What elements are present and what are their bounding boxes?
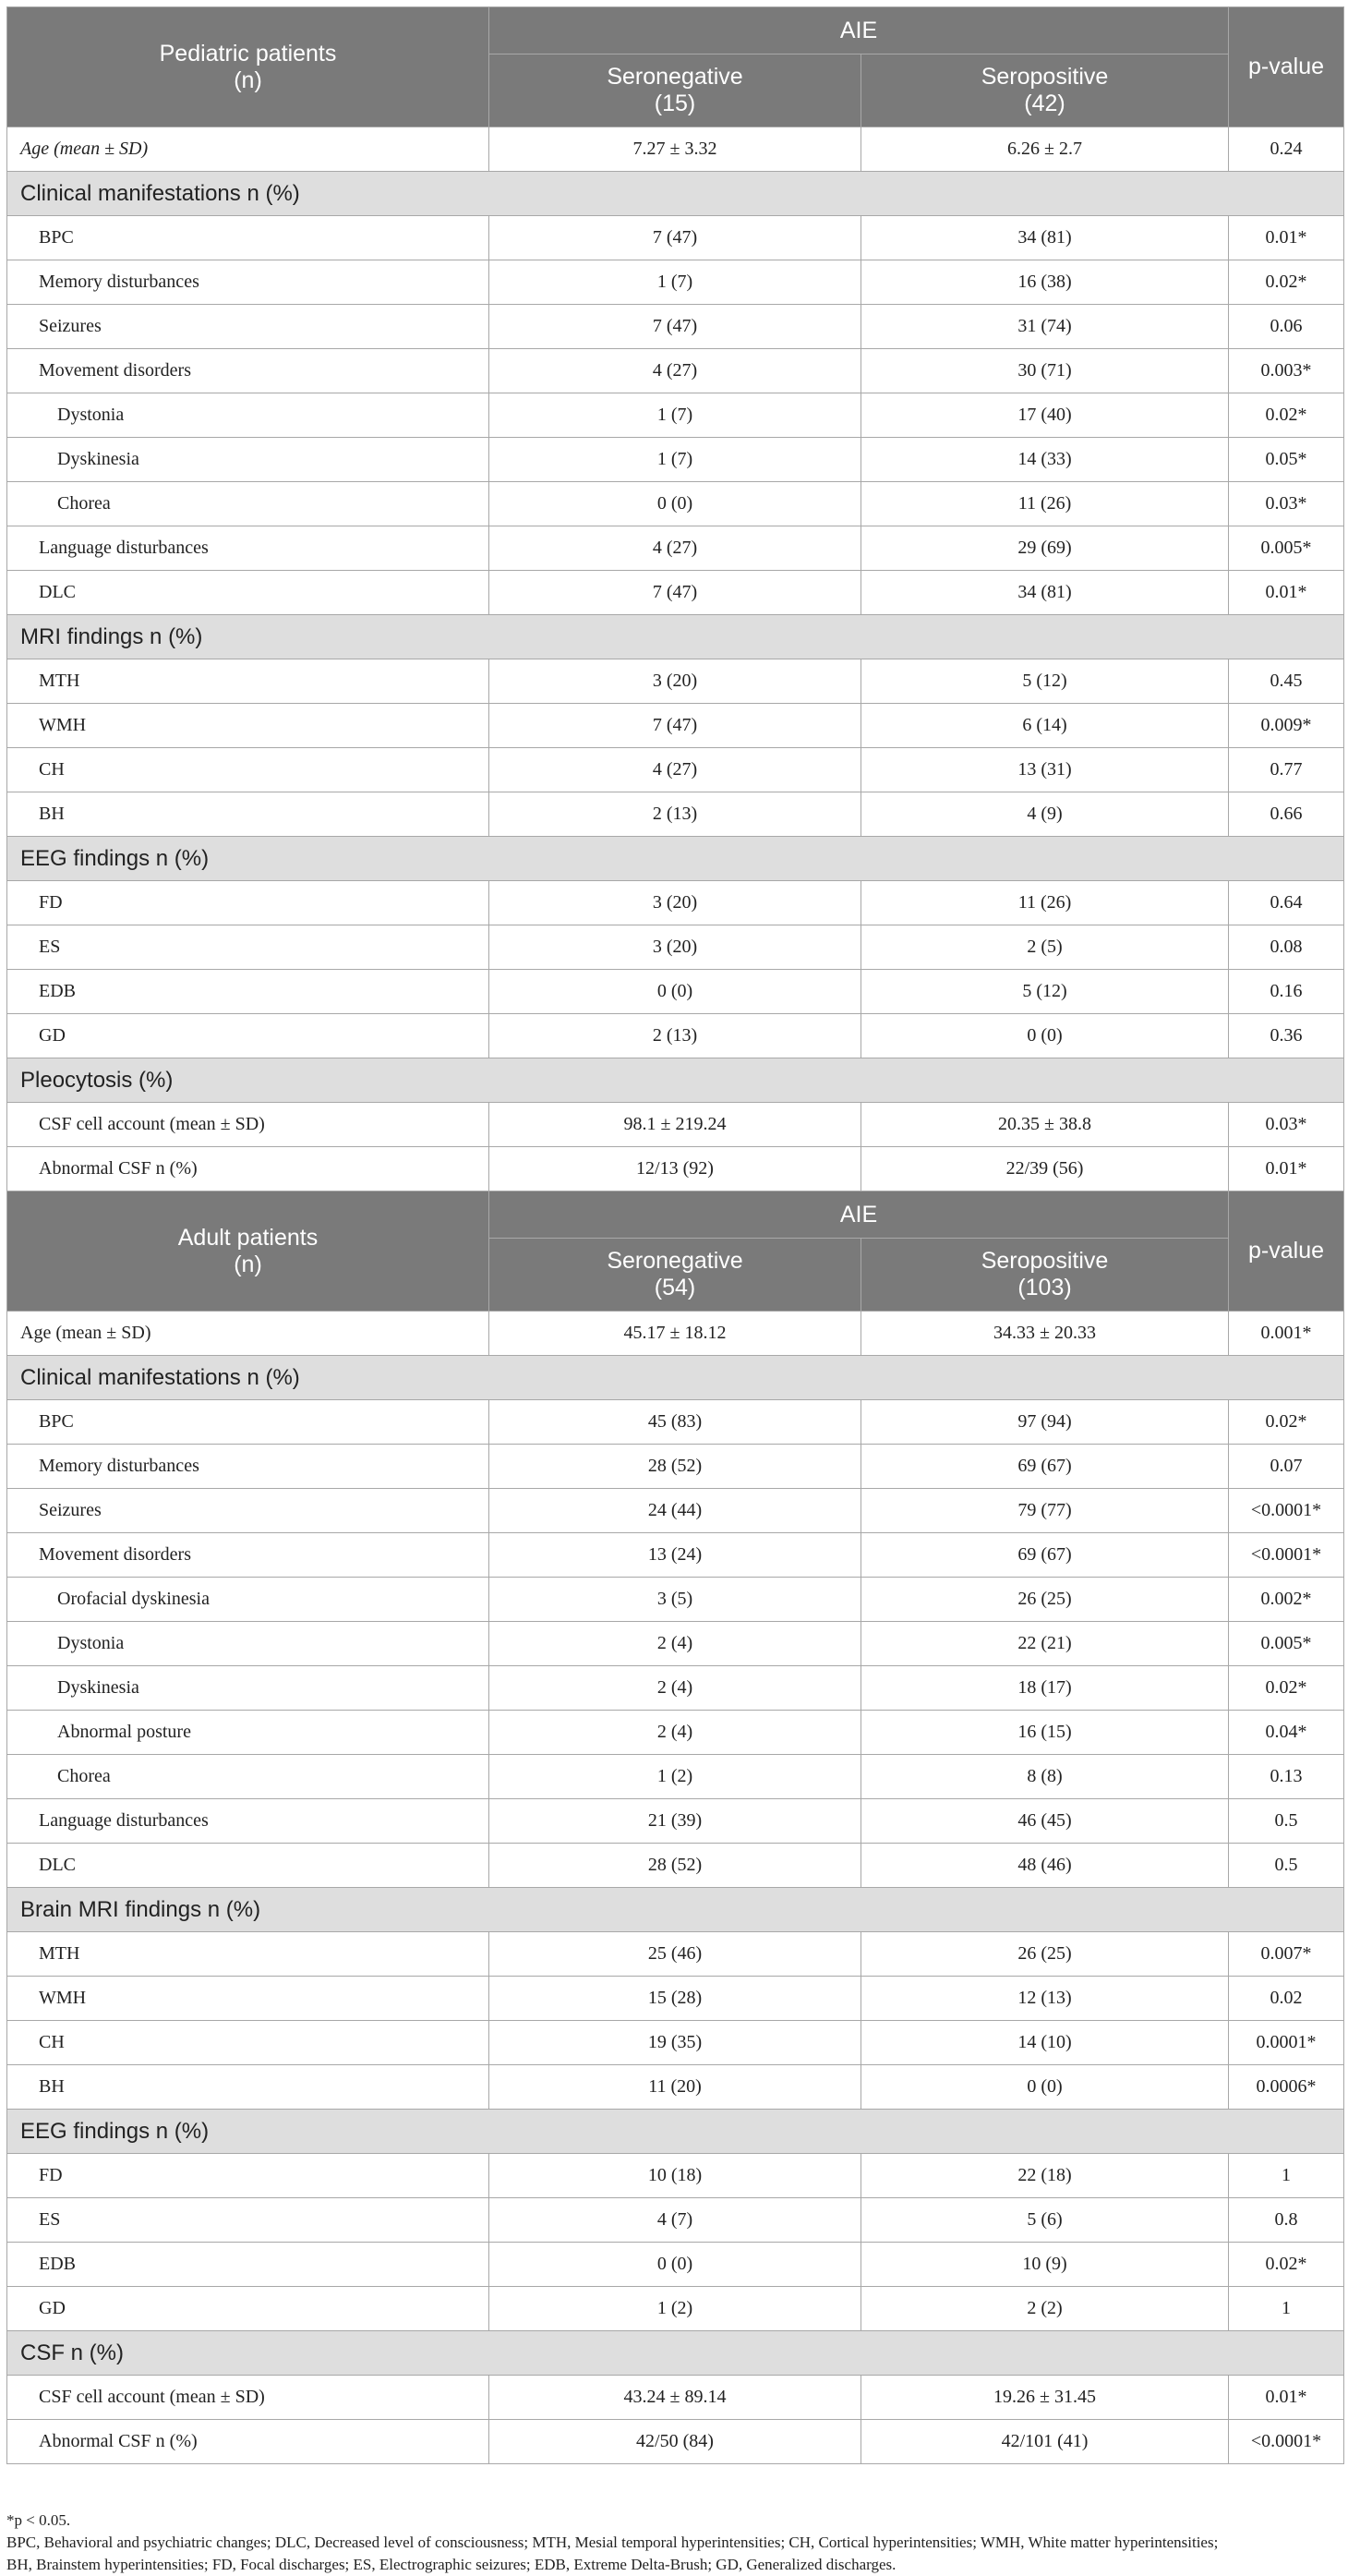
pediatric-aie-header: AIE (489, 7, 1229, 54)
row-label: EDB (7, 970, 489, 1014)
seronegative-value: 19 (35) (489, 2021, 861, 2065)
p-value: 0.02* (1229, 1666, 1344, 1711)
row-label: EDB (7, 2243, 489, 2287)
row-label: ES (7, 2198, 489, 2243)
p-value: 0.16 (1229, 970, 1344, 1014)
table-row (7, 1147, 1344, 1191)
abbreviations-line-1: BPC, Behavioral and psychiatric changes; DLC, Decreased level of consciousness; MTH, Mesial temporal hyperintensities; CH, Cortical hyperintensities; WMH, White matter hyperintensities; (6, 2534, 1219, 2551)
p-value: 0.01* (1229, 571, 1344, 615)
table-row (7, 2198, 1344, 2243)
p-value: 0.13 (1229, 1755, 1344, 1799)
row-label: MTH (7, 659, 489, 704)
seronegative-value: 4 (27) (489, 349, 861, 393)
p-value: 0.005* (1229, 1622, 1344, 1666)
row-label: Memory disturbances (7, 1445, 489, 1489)
seropositive-value: 29 (69) (861, 526, 1229, 571)
pediatric-seropositive-n: (42) (1024, 91, 1065, 116)
p-value: 0.02 (1229, 1977, 1344, 2021)
pediatric-seropositive-label: Seropositive (981, 64, 1109, 90)
adult-seropositive-header (861, 1239, 1229, 1312)
row-label: BPC (7, 1400, 489, 1445)
p-value: 0.02* (1229, 2243, 1344, 2287)
table-row (7, 260, 1344, 305)
row-label: BPC (7, 216, 489, 260)
seronegative-value: 24 (44) (489, 1489, 861, 1533)
seropositive-value: 6 (14) (861, 704, 1229, 748)
pediatric-header-title: Pediatric patients (159, 40, 337, 67)
table-row (7, 2154, 1344, 2198)
row-label: DLC (7, 571, 489, 615)
results-table-container (6, 6, 1343, 2464)
row-label: Dyskinesia (7, 1666, 489, 1711)
table-row (7, 349, 1344, 393)
seropositive-value: 97 (94) (861, 1400, 1229, 1445)
row-label: Dystonia (7, 393, 489, 438)
table-row (7, 792, 1344, 837)
row-label: Dystonia (7, 1622, 489, 1666)
seronegative-value: 3 (20) (489, 925, 861, 970)
p-value: 0.66 (1229, 792, 1344, 837)
p-value: 0.009* (1229, 704, 1344, 748)
row-label: Chorea (7, 482, 489, 526)
table-row (7, 659, 1344, 704)
row-label: DLC (7, 1844, 489, 1888)
seropositive-value: 8 (8) (861, 1755, 1229, 1799)
row-label: CH (7, 748, 489, 792)
adult-header-title-cell (7, 1191, 489, 1312)
row-label: WMH (7, 1977, 489, 2021)
p-value: <0.0001* (1229, 2420, 1344, 2464)
row-label: CSF cell account (mean ± SD) (7, 2376, 489, 2420)
p-value: 0.45 (1229, 659, 1344, 704)
row-label: BH (7, 2065, 489, 2110)
seropositive-value: 5 (12) (861, 970, 1229, 1014)
seronegative-value: 2 (4) (489, 1622, 861, 1666)
row-label: Language disturbances (7, 526, 489, 571)
table-row (7, 1533, 1344, 1578)
row-label: Abnormal CSF n (%) (7, 1147, 489, 1191)
p-value: 1 (1229, 2154, 1344, 2198)
pediatric-age-seronegative: 7.27 ± 3.32 (489, 127, 861, 172)
seropositive-value: 5 (12) (861, 659, 1229, 704)
table-row (7, 1014, 1344, 1058)
row-label: CH (7, 2021, 489, 2065)
seronegative-value: 7 (47) (489, 704, 861, 748)
table-row (7, 970, 1344, 1014)
row-label: CSF cell account (mean ± SD) (7, 1103, 489, 1147)
adult-seronegative-n: (54) (654, 1275, 696, 1300)
seropositive-value: 17 (40) (861, 393, 1229, 438)
seropositive-value: 22 (21) (861, 1622, 1229, 1666)
seronegative-value: 3 (5) (489, 1578, 861, 1622)
table-row (7, 1578, 1344, 1622)
table-row (7, 393, 1344, 438)
row-label: Abnormal CSF n (%) (7, 2420, 489, 2464)
seropositive-value: 19.26 ± 31.45 (861, 2376, 1229, 2420)
seropositive-value: 2 (5) (861, 925, 1229, 970)
row-label: Memory disturbances (7, 260, 489, 305)
table-row (7, 2243, 1344, 2287)
p-value: 0.03* (1229, 482, 1344, 526)
pediatric-age-row (7, 127, 1344, 172)
seronegative-value: 42/50 (84) (489, 2420, 861, 2464)
row-label: Movement disorders (7, 1533, 489, 1578)
p-value: 0.002* (1229, 1578, 1344, 1622)
seronegative-value: 4 (7) (489, 2198, 861, 2243)
seronegative-value: 1 (2) (489, 2287, 861, 2331)
seronegative-value: 0 (0) (489, 2243, 861, 2287)
seronegative-value: 15 (28) (489, 1977, 861, 2021)
table-row (7, 748, 1344, 792)
pediatric-header-n: (n) (234, 67, 262, 93)
p-value: 0.003* (1229, 349, 1344, 393)
p-value: 0.04* (1229, 1711, 1344, 1755)
seropositive-value: 11 (26) (861, 881, 1229, 925)
seropositive-value: 20.35 ± 38.8 (861, 1103, 1229, 1147)
row-label: ES (7, 925, 489, 970)
significance-note: *p < 0.05. (6, 2511, 71, 2529)
p-value: 0.05* (1229, 438, 1344, 482)
p-value: 0.64 (1229, 881, 1344, 925)
seronegative-value: 25 (46) (489, 1932, 861, 1977)
seronegative-value: 21 (39) (489, 1799, 861, 1844)
seropositive-value: 48 (46) (861, 1844, 1229, 1888)
row-label: Seizures (7, 1489, 489, 1533)
seropositive-value: 46 (45) (861, 1799, 1229, 1844)
table-row (7, 704, 1344, 748)
seropositive-value: 18 (17) (861, 1666, 1229, 1711)
seronegative-value: 3 (20) (489, 659, 861, 704)
adult-header-row (7, 1191, 1344, 1239)
row-label: BH (7, 792, 489, 837)
table-row (7, 1445, 1344, 1489)
pediatric-eeg-section-title: EEG findings n (%) (7, 837, 1344, 881)
p-value: 0.005* (1229, 526, 1344, 571)
seronegative-value: 2 (13) (489, 792, 861, 837)
seropositive-value: 34 (81) (861, 216, 1229, 260)
seronegative-value: 43.24 ± 89.14 (489, 2376, 861, 2420)
pediatric-seronegative-n: (15) (654, 91, 696, 116)
table-row (7, 1977, 1344, 2021)
table-footnotes (6, 2509, 1343, 2576)
seronegative-value: 7 (47) (489, 571, 861, 615)
seropositive-value: 14 (10) (861, 2021, 1229, 2065)
p-value: 0.0006* (1229, 2065, 1344, 2110)
seronegative-value: 7 (47) (489, 305, 861, 349)
row-label: Language disturbances (7, 1799, 489, 1844)
pediatric-header-title-cell (7, 7, 489, 127)
row-label: FD (7, 881, 489, 925)
seronegative-value: 12/13 (92) (489, 1147, 861, 1191)
seronegative-value: 4 (27) (489, 748, 861, 792)
adult-seronegative-header (489, 1239, 861, 1312)
table-row (7, 925, 1344, 970)
table-row (7, 1622, 1344, 1666)
p-value: 0.02* (1229, 260, 1344, 305)
seropositive-value: 14 (33) (861, 438, 1229, 482)
row-label: FD (7, 2154, 489, 2198)
p-value: 0.0001* (1229, 2021, 1344, 2065)
seronegative-value: 1 (2) (489, 1755, 861, 1799)
table-row (7, 2021, 1344, 2065)
table-body (7, 7, 1344, 2464)
pediatric-csf-section-row (7, 1058, 1344, 1103)
seronegative-value: 45 (83) (489, 1400, 861, 1445)
seropositive-value: 11 (26) (861, 482, 1229, 526)
seronegative-value: 11 (20) (489, 2065, 861, 2110)
seropositive-value: 22 (18) (861, 2154, 1229, 2198)
table-row (7, 1400, 1344, 1445)
table-row (7, 2065, 1344, 2110)
seronegative-value: 28 (52) (489, 1844, 861, 1888)
p-value: 0.5 (1229, 1799, 1344, 1844)
adult-clinical-section-title: Clinical manifestations n (%) (7, 1356, 1344, 1400)
table-row (7, 881, 1344, 925)
abbreviations-line-2: BH, Brainstem hyperintensities; FD, Focal discharges; ES, Electrographic seizures; EDB, Extreme Delta-Brush; GD, Generalized discharges. (6, 2556, 897, 2573)
table-row (7, 216, 1344, 260)
seronegative-value: 10 (18) (489, 2154, 861, 2198)
row-label: Movement disorders (7, 349, 489, 393)
table-row (7, 305, 1344, 349)
seronegative-value: 2 (4) (489, 1711, 861, 1755)
p-value: 0.02* (1229, 393, 1344, 438)
adult-mri-section-row (7, 1888, 1344, 1932)
row-label: WMH (7, 704, 489, 748)
pediatric-clinical-section-row (7, 172, 1344, 216)
adult-age-seropositive: 34.33 ± 20.33 (861, 1312, 1229, 1356)
p-value: 0.01* (1229, 2376, 1344, 2420)
adult-mri-section-title: Brain MRI findings n (%) (7, 1888, 1344, 1932)
adult-age-pvalue: 0.001* (1229, 1312, 1344, 1356)
seronegative-value: 0 (0) (489, 482, 861, 526)
p-value: 0.8 (1229, 2198, 1344, 2243)
adult-seropositive-label: Seropositive (981, 1248, 1109, 1274)
seronegative-value: 2 (13) (489, 1014, 861, 1058)
seropositive-value: 34 (81) (861, 571, 1229, 615)
row-label: Seizures (7, 305, 489, 349)
seropositive-value: 16 (15) (861, 1711, 1229, 1755)
seronegative-value: 13 (24) (489, 1533, 861, 1578)
row-label: Dyskinesia (7, 438, 489, 482)
pediatric-clinical-section-title: Clinical manifestations n (%) (7, 172, 1344, 216)
seropositive-value: 42/101 (41) (861, 2420, 1229, 2464)
seropositive-value: 12 (13) (861, 1977, 1229, 2021)
pediatric-age-pvalue: 0.24 (1229, 127, 1344, 172)
pediatric-mri-section-row (7, 615, 1344, 659)
table-row (7, 1711, 1344, 1755)
row-label: GD (7, 2287, 489, 2331)
seronegative-value: 7 (47) (489, 216, 861, 260)
seronegative-value: 0 (0) (489, 970, 861, 1014)
seronegative-value: 98.1 ± 219.24 (489, 1103, 861, 1147)
table-row (7, 1755, 1344, 1799)
row-label: Abnormal posture (7, 1711, 489, 1755)
adult-header-title: Adult patients (177, 1224, 319, 1251)
seronegative-value: 1 (7) (489, 393, 861, 438)
p-value: 0.06 (1229, 305, 1344, 349)
table-row (7, 571, 1344, 615)
seropositive-value: 4 (9) (861, 792, 1229, 837)
pediatric-mri-section-title: MRI findings n (%) (7, 615, 1344, 659)
p-value: 0.007* (1229, 1932, 1344, 1977)
adult-csf-section-row (7, 2331, 1344, 2376)
seropositive-value: 2 (2) (861, 2287, 1229, 2331)
p-value: 0.5 (1229, 1844, 1344, 1888)
p-value: 0.77 (1229, 748, 1344, 792)
adult-eeg-section-title: EEG findings n (%) (7, 2110, 1344, 2154)
seronegative-value: 2 (4) (489, 1666, 861, 1711)
pediatric-header-row (7, 7, 1344, 54)
seropositive-value: 26 (25) (861, 1932, 1229, 1977)
p-value: <0.0001* (1229, 1533, 1344, 1578)
adult-csf-section-title: CSF n (%) (7, 2331, 1344, 2376)
p-value: 0.07 (1229, 1445, 1344, 1489)
pediatric-csf-section-title: Pleocytosis (%) (7, 1058, 1344, 1103)
seronegative-value: 28 (52) (489, 1445, 861, 1489)
table-row (7, 2287, 1344, 2331)
p-value: 0.02* (1229, 1400, 1344, 1445)
seropositive-value: 22/39 (56) (861, 1147, 1229, 1191)
adult-eeg-section-row (7, 2110, 1344, 2154)
p-value: 0.03* (1229, 1103, 1344, 1147)
pediatric-seropositive-header (861, 54, 1229, 127)
adult-header-n: (n) (234, 1251, 262, 1277)
table-row (7, 526, 1344, 571)
seropositive-value: 26 (25) (861, 1578, 1229, 1622)
adult-age-seronegative: 45.17 ± 18.12 (489, 1312, 861, 1356)
adult-clinical-section-row (7, 1356, 1344, 1400)
table-row (7, 1844, 1344, 1888)
table-row (7, 1489, 1344, 1533)
p-value: 0.36 (1229, 1014, 1344, 1058)
seropositive-value: 10 (9) (861, 2243, 1229, 2287)
pediatric-seronegative-label: Seronegative (607, 64, 743, 90)
seropositive-value: 0 (0) (861, 2065, 1229, 2110)
table-row (7, 1103, 1344, 1147)
adult-seropositive-n: (103) (1017, 1275, 1072, 1300)
p-value: 0.01* (1229, 1147, 1344, 1191)
row-label: Orofacial dyskinesia (7, 1578, 489, 1622)
p-value: <0.0001* (1229, 1489, 1344, 1533)
table-row (7, 1932, 1344, 1977)
seronegative-value: 1 (7) (489, 438, 861, 482)
adult-pvalue-header: p-value (1229, 1191, 1344, 1312)
seropositive-value: 5 (6) (861, 2198, 1229, 2243)
seronegative-value: 1 (7) (489, 260, 861, 305)
pediatric-age-label: Age (mean ± SD) (7, 127, 489, 172)
seropositive-value: 0 (0) (861, 1014, 1229, 1058)
row-label: Chorea (7, 1755, 489, 1799)
table-row (7, 482, 1344, 526)
pediatric-pvalue-header: p-value (1229, 7, 1344, 127)
adult-age-label: Age (mean ± SD) (7, 1312, 489, 1356)
table-row (7, 1799, 1344, 1844)
pediatric-age-seropositive: 6.26 ± 2.7 (861, 127, 1229, 172)
row-label: MTH (7, 1932, 489, 1977)
seronegative-value: 4 (27) (489, 526, 861, 571)
table-row (7, 438, 1344, 482)
comparison-table (6, 6, 1344, 2464)
table-row (7, 2376, 1344, 2420)
seropositive-value: 69 (67) (861, 1533, 1229, 1578)
adult-age-row (7, 1312, 1344, 1356)
pediatric-seronegative-header (489, 54, 861, 127)
seropositive-value: 13 (31) (861, 748, 1229, 792)
seropositive-value: 79 (77) (861, 1489, 1229, 1533)
seronegative-value: 3 (20) (489, 881, 861, 925)
table-row (7, 1666, 1344, 1711)
table-row (7, 2420, 1344, 2464)
pediatric-eeg-section-row (7, 837, 1344, 881)
p-value: 0.01* (1229, 216, 1344, 260)
seropositive-value: 30 (71) (861, 349, 1229, 393)
adult-aie-header: AIE (489, 1191, 1229, 1239)
seropositive-value: 69 (67) (861, 1445, 1229, 1489)
seropositive-value: 31 (74) (861, 305, 1229, 349)
seropositive-value: 16 (38) (861, 260, 1229, 305)
p-value: 0.08 (1229, 925, 1344, 970)
p-value: 1 (1229, 2287, 1344, 2331)
adult-seronegative-label: Seronegative (607, 1248, 743, 1274)
row-label: GD (7, 1014, 489, 1058)
